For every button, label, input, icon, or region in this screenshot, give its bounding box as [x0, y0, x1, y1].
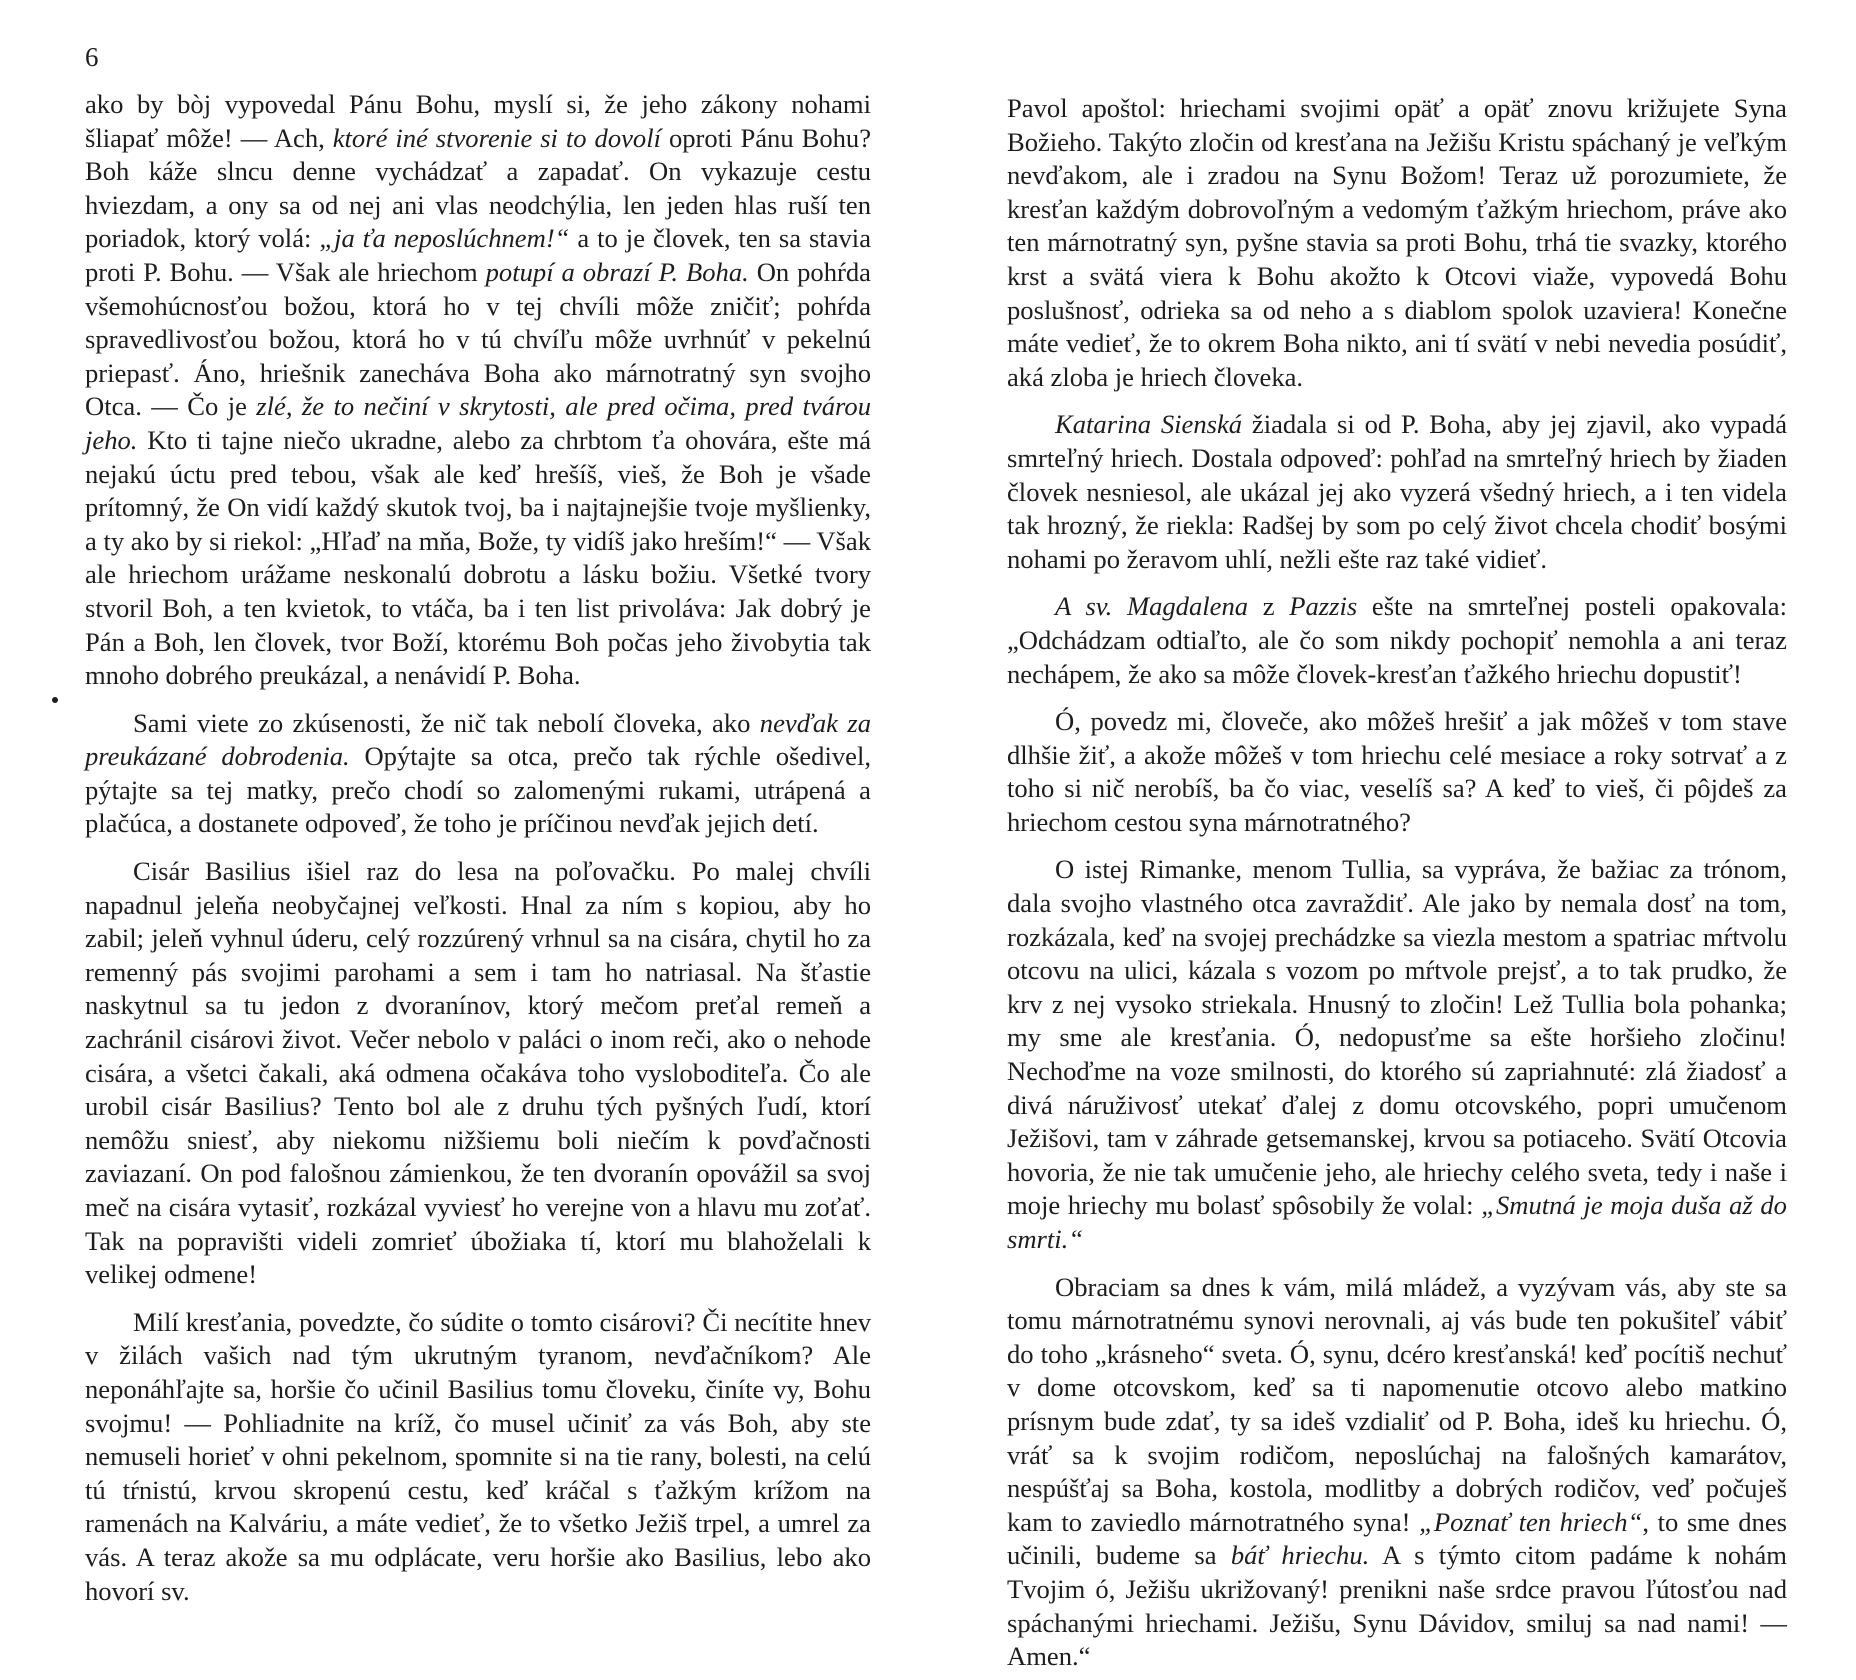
text-segment: oproti Pánu Bohu? Boh káže slncu denne vychádzať a zapadať. On vykazuje cestu hviezdam, a ony sa od nej ani vlas neodchýlia, len jeden hlas ruší ten poriadok, ktorý volá: — [85, 122, 872, 254]
paragraph-p1 — [85, 88, 871, 693]
text-segment: O istej Rimanke, menom Tullia, sa vypráva, že bažiac za trónom, dala svojho vlastného otca zavraždiť. Ale jako by nemala dosť na tom, rozkázala, keď na svojej prechádzke sa viezla mestom a spatriac mŕtvolu otcovu na ulici, kázala s vozom po mŕtvole prejsť, a to tak prudko, že krv z nej vysoko striekala. Hnusný to zločin! Lež Tullia bola pohanka; my sme ale kresťania. Ó, nedopusťme sa ešte horšieho zločinu! Nechoďme na voze smilnosti, do ktorého sú zapriahnuté: zlá žiadosť a divá náruživosť utekať ďalej z domu otcovského, popri umučenom Ježišovi, tam v záhrade getsemanskej, krvou sa potiaceho. Svätí Otcovia hovoria, že nie tak umučenie jeho, ale hriechy celého sveta, tedy i naše i moje hriechy mu bolasť spôsobily že volal: — [1007, 854, 1787, 1221]
margin-mark — [52, 697, 58, 703]
italic-text-segment: nevďak za preukázané dobrodenia. — [85, 707, 871, 772]
italic-text-segment: „ja ťa neposlúchnem!“ — [319, 223, 570, 254]
italic-text-segment: „Poznať ten hriech“ — [1419, 1506, 1643, 1537]
text-segment: Opýtajte sa otca, prečo tak rýchle ošedivel, pýtajte sa tej matky, prečo chodí so zalomenými rukami, utrápená a plačúca, a dostanete odpoveď, že toho je príčinou nevďak jejich detí. — [85, 741, 872, 839]
text-segment: Sami viete zo zkúsenosti, že nič tak nebolí človeka, ako — [133, 707, 760, 738]
paragraph-p10 — [1007, 1271, 1787, 1674]
text-segment: a to je človek, ten sa stavia proti P. Bohu. — Však ale hriechom — [85, 223, 871, 287]
paragraph-p2 — [85, 707, 871, 841]
italic-text-segment: Katarina Sienská — [1055, 409, 1243, 440]
italic-text-segment: A sv. Magdalena — [1055, 591, 1249, 622]
paragraph-p5 — [1007, 92, 1787, 394]
italic-text-segment: ktoré iné stvorenie si to dovolí — [332, 122, 662, 153]
right-text-column — [1007, 92, 1787, 1680]
text-segment: Pavol apoštol: hriechami svojimi opäť a opäť znovu križujete Syna Božieho. Takýto zločin od kresťana na Ježišu Kristu spáchaný je veľkým nevďakom, ale i zradou na Synu Božom! Teraz už porozumiete, že kresťan každým dobrovoľným a vedomým ťažkým hriechom, práve ako ten márnotratný syn, pyšne stavia sa proti Bohu, trhá tie svazky, ktorého krst a svätá viera k Bohu akožto k Otcovi viaže, vypovedá Bohu poslušnosť, odrieka sa od neho a s diablom spolok uzaviera! Konečne máte vedieť, že to okrem Boha nikto, ani tí svätí v nebi nevedia posúdiť, aká zloba je hriech človeka. — [1007, 93, 1787, 392]
text-segment: Kto ti tajne niečo ukradne, alebo za chrbtom ťa ohovára, ešte má nejakú úctu pred tebou, však ale keď hrešíš, vieš, že Boh je všade prítomný, že On vidí každý skutok tvoj, ba i najtajnejšie tvoje myšlienky, a ty ako by si riekol: „Hľaď na mňa, Bože, ty vidíš jako hreším!“ — Však ale hriechom urážame neskonalú dobrotu a lásku božiu. Všetké tvory stvoril Boh, a ten kvietok, to vtáča, ba i ten list privoláva: Jak dobrý je Pán a Boh, len človek, tvor Boží, ktorému Boh počas jeho živobytia tak mnoho dobrého preukázal, a nenávidí P. Boha. — [85, 424, 871, 691]
text-segment: Ó, povedz mi, človeče, ako môžeš hrešiť a jak môžeš v tom stave dlhšie žiť, a akože môžeš v tom hriechu celé mesiace a roky sotrvať a z toho si nič nerobíš, ba čo viac, veselíš sa? A keď to vieš, či pôjdeš za hriechom cestou syna márnotratného? — [1007, 706, 1787, 837]
text-segment: žiadala si od P. Boha, aby jej zjavil, ako vypadá smrteľný hriech. Dostala odpoveď: pohľad na smrteľný hriech by žiaden človek nesniesol, ale ukázal jej ako vyzerá všedný hriech, a i ten videla tak hrozný, že riekla: Radšej by som po celý život chcela chodiť bosými nohami po žeravom uhlí, nežli ešte raz také vidieť. — [1007, 409, 1787, 574]
text-segment: Cisár Basilius išiel raz do lesa na poľovačku. Po malej chvíli napadnul jeleňa neobyčajnej veľkosti. Hnal za ním s kopiou, aby ho zabil; jeleň vyhnul úderu, celý rozzúrený vrhnul sa na cisára, chytil ho za remenný pás svojimi parohami a sem i tam ho natriasal. Na šťastie naskytnul sa tu jedon z dvoranínov, ktorý mečom preťal remeň a zachránil cisárovi život. Večer nebolo v paláci o inom reči, ako o nehode cisára, a všetci čakali, aká odmena očakáva toho vysloboditeľa. Čo ale urobil cisár Basilius? Tento bol ale z druhu tých pyšných ľudí, ktorí nemôžu sniesť, aby niekomu nižšiemu boli niečím k povďačnosti zaviazaní. On pod falošnou zámienkou, že ten dvoranín opovážil sa svoj meč na cisára vytasiť, rozkázal vyviesť ho verejne von a hlavu mu zoťať. Tak na popravišti videli zomrieť úbožiaka tí, ktorí mu blahoželali k velikej odmene! — [85, 856, 871, 1290]
italic-text-segment: potupí a obrazí P. Boha. — [485, 256, 749, 287]
paragraph-p3 — [85, 855, 871, 1292]
paragraph-p9 — [1007, 853, 1787, 1256]
paragraph-p6 — [1007, 408, 1787, 576]
text-segment: Milí kresťania, povedzte, čo súdite o tomto cisárovi? Či necítite hnev v žilách vašich nad tým ukrutným tyranom, nevďačníkom? Ale neponáhľajte sa, horšie čo učinil Basilius tomu človeku, činíte vy, Bohu svojmu! — Pohliadnite na kríž, čo musel učiniť za vás Boh, aby ste nemuseli horieť v ohni pekelnom, spomnite si na tie rany, bolesti, na celú tú tŕnistú, krvou skropenú cestu, keď kráčal s ťažkým krížom na ramenách na Kalváriu, a máte vedieť, že to všetko Ježiš trpel, a umrel za vás. A teraz akože sa mu odplácate, veru horšie ako Basilius, lebo ako hovorí sv. — [85, 1306, 871, 1606]
text-segment: ešte na smrteľnej posteli opakovala: „Odchádzam odtiaľto, ale čo som nikdy pochopiť nemohla a ani teraz nechápem, že ako sa môže človek-kresťan ťažkého hriechu dopustiť! — [1007, 591, 1787, 689]
text-segment: Obraciam sa dnes k vám, milá mládež, a vyzývam vás, aby ste sa tomu márnotratnému synovi nerovnali, aj vás bude ten pokušiteľ vábiť do toho „krásneho“ sveta. Ó, synu, dcéro kresťanská! keď pocítiš nechuť v dome otcovskom, keď sa ti napomenutie otcovo alebo matkino prísnym bude zdať, ty sa ideš vzdialiť od P. Boha, ideš ku hriechu. Ó, vráť sa k svojim rodičom, neposlúchaj na falošných kamarátov, nespúšťaj sa Boha, kostola, modlitby a dobrých rodičov, veď počuješ kam to zaviedlo márnotratného syna! — [1007, 1271, 1787, 1537]
text-segment: ako by bòj vypovedal Pánu Bohu, myslí si, že jeho zákony nohami šliapať môže! — Ach, — [85, 89, 871, 153]
paragraph-p7 — [1007, 590, 1787, 691]
left-text-column — [85, 88, 871, 1614]
italic-text-segment: báť hriechu. — [1230, 1540, 1370, 1571]
text-segment: z — [1248, 591, 1290, 622]
paragraph-p8 — [1007, 705, 1787, 839]
paragraph-p4 — [85, 1306, 871, 1608]
italic-text-segment: zlé, že to nečiní v skrytosti, ale pred očima, pred tvárou jeho. — [85, 391, 872, 455]
text-segment: , to sme dnes učinili, budeme sa — [1007, 1506, 1787, 1571]
italic-text-segment: „Smutná je moja duša až do smrti.“ — [1007, 1190, 1787, 1254]
text-segment: On pohŕda všemohúcnosťou božou, ktorá ho v tej chvíli môže zničiť; pohŕda spravedlivosťou božou, ktorá ho v tú chvíľu môže uvrhnúť v pekelnú priepasť. Áno, hriešnik zanecháva Boha ako márnotratný syn svojho Otca. — Čo je — [85, 256, 871, 422]
text-segment: A s týmto citom padáme k nohám Tvojim ó, Ježišu ukrižovaný! prenikni naše srdce pravou ľútosťou nad spáchanými hriechami. Ježišu, Synu Dávidov, smiluj sa nad nami! — Amen.“ — [1007, 1540, 1787, 1672]
page-number: 6 — [85, 42, 99, 72]
italic-text-segment: Pazzis — [1289, 591, 1358, 622]
